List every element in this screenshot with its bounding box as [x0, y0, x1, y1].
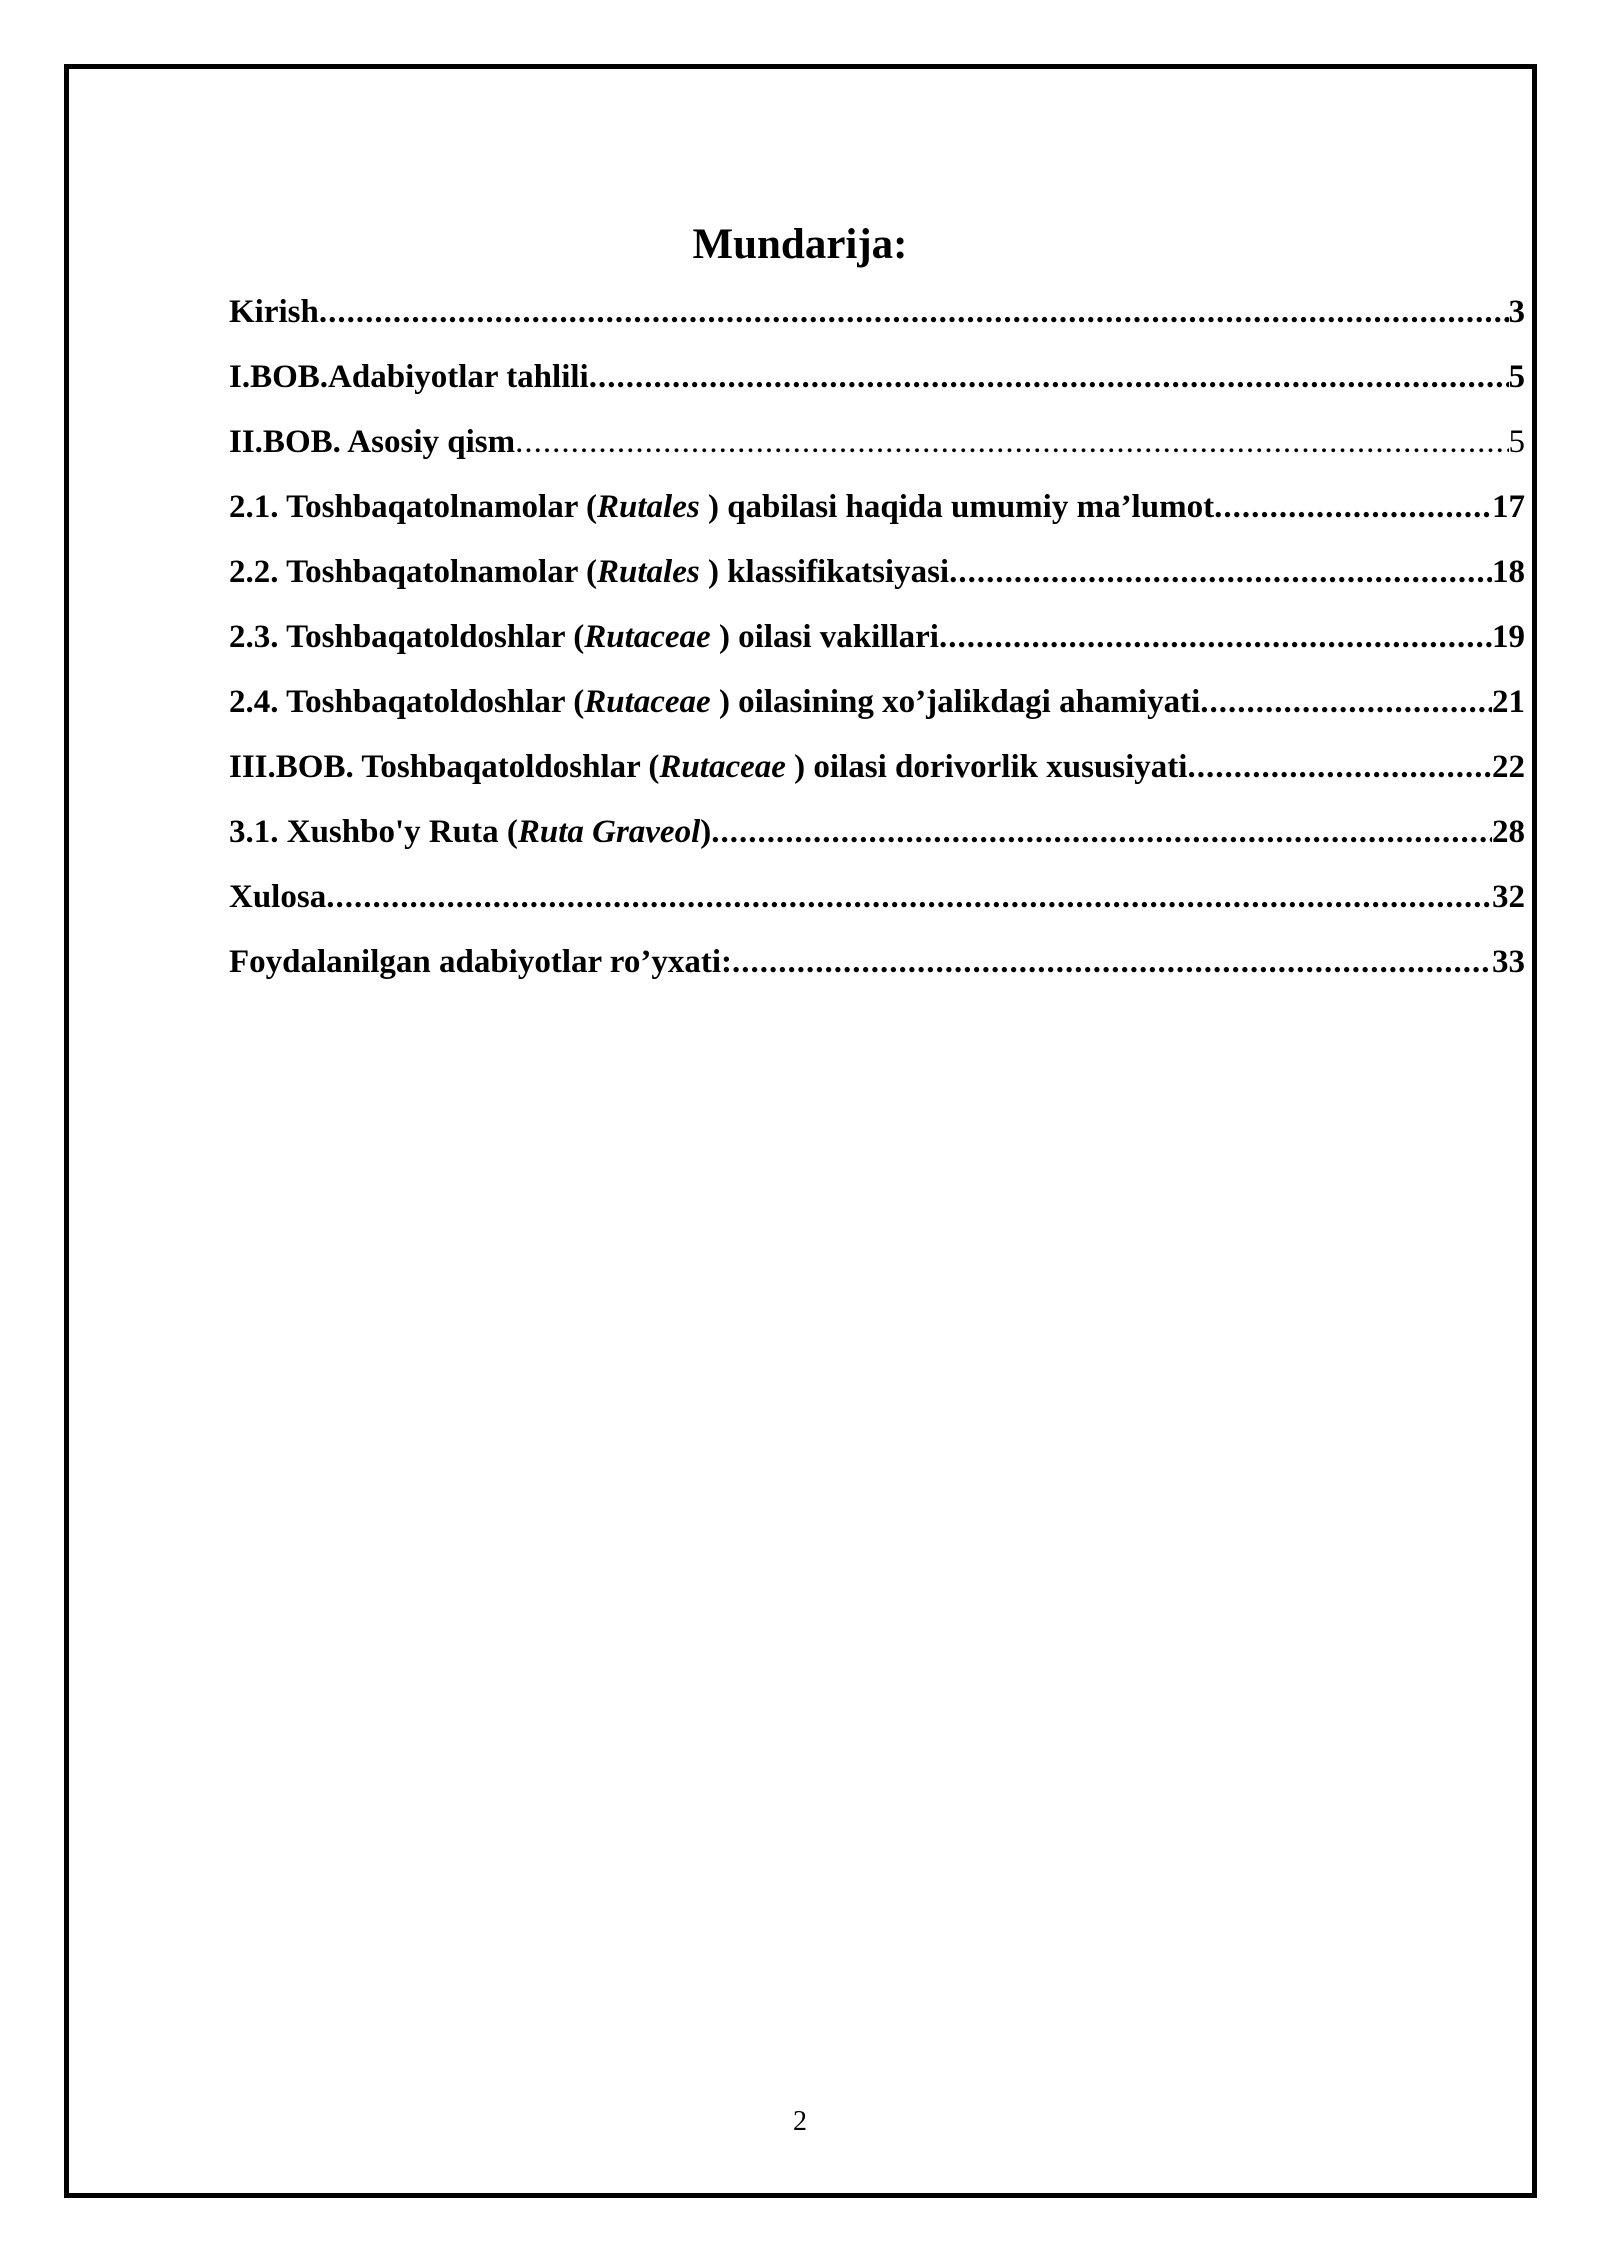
table-of-contents [229, 280, 1525, 995]
dot-leader [326, 865, 1492, 930]
dot-leader [1214, 475, 1492, 540]
toc-entry-2-1[interactable] [229, 475, 1525, 540]
toc-page-number: 17 [1492, 489, 1525, 525]
toc-entry-3-1[interactable] [229, 800, 1525, 865]
toc-page-number: 28 [1492, 814, 1525, 850]
dot-leader [1187, 735, 1492, 800]
toc-entry-bob2[interactable] [229, 410, 1525, 475]
toc-page-number: 3 [1508, 294, 1525, 330]
toc-entry-2-4[interactable] [229, 670, 1525, 735]
dot-leader [589, 345, 1509, 410]
toc-entry-text: Xulosa [229, 879, 327, 915]
dot-leader [732, 930, 1492, 995]
dot-leader [319, 280, 1509, 345]
toc-entry-kirish[interactable] [229, 280, 1525, 345]
toc-entry-text: Kirish [229, 294, 319, 330]
toc-page-number: 22 [1492, 749, 1525, 785]
page-number: 2 [793, 2106, 807, 2137]
toc-entry-text: I.BOB.Adabiyotlar tahlili [229, 359, 589, 395]
toc-page-number: 19 [1492, 619, 1525, 655]
toc-entry-text: Foydalanilgan adabiyotlar ro’yxati: [229, 944, 732, 980]
toc-entry-text: II.BOB. Asosiy qism [229, 424, 516, 460]
dot-leader [515, 410, 1508, 475]
toc-entry-bob1[interactable] [229, 345, 1525, 410]
toc-entry-bob3[interactable] [229, 735, 1525, 800]
toc-entry-2-3[interactable] [229, 605, 1525, 670]
toc-entry-text: III.BOB. Toshbaqatoldoshlar (Rutaceae ) oilasi dorivorlik xususiyati [229, 749, 1188, 785]
toc-entry-references[interactable] [229, 930, 1525, 995]
dot-leader [949, 540, 1492, 605]
toc-entry-text: 3.1. Xushbo'y Ruta (Ruta Graveol) [229, 814, 712, 850]
toc-page-number: 5 [1508, 359, 1525, 395]
dot-leader [711, 800, 1492, 865]
toc-page-number: 32 [1492, 879, 1525, 915]
toc-entry-xulosa[interactable] [229, 865, 1525, 930]
toc-page-number: 21 [1492, 684, 1525, 720]
toc-entry-text: 2.4. Toshbaqatoldoshlar (Rutaceae ) oilasining xo’jalikdagi ahamiyati [229, 684, 1201, 720]
toc-page-number: 33 [1492, 944, 1525, 980]
toc-page-number: 18 [1492, 554, 1525, 590]
dot-leader [1200, 670, 1492, 735]
toc-title: Mundarija: [692, 221, 908, 268]
toc-entry-2-2[interactable] [229, 540, 1525, 605]
dot-leader [939, 605, 1492, 670]
toc-page-number: 5 [1508, 424, 1525, 460]
toc-entry-text: 2.3. Toshbaqatoldoshlar (Rutaceae ) oilasi vakillari [229, 619, 939, 655]
toc-entry-text: 2.1. Toshbaqatolnamolar (Rutales ) qabilasi haqida umumiy ma’lumot [229, 489, 1215, 525]
toc-entry-text: 2.2. Toshbaqatolnamolar (Rutales ) klassifikatsiyasi [229, 554, 950, 590]
